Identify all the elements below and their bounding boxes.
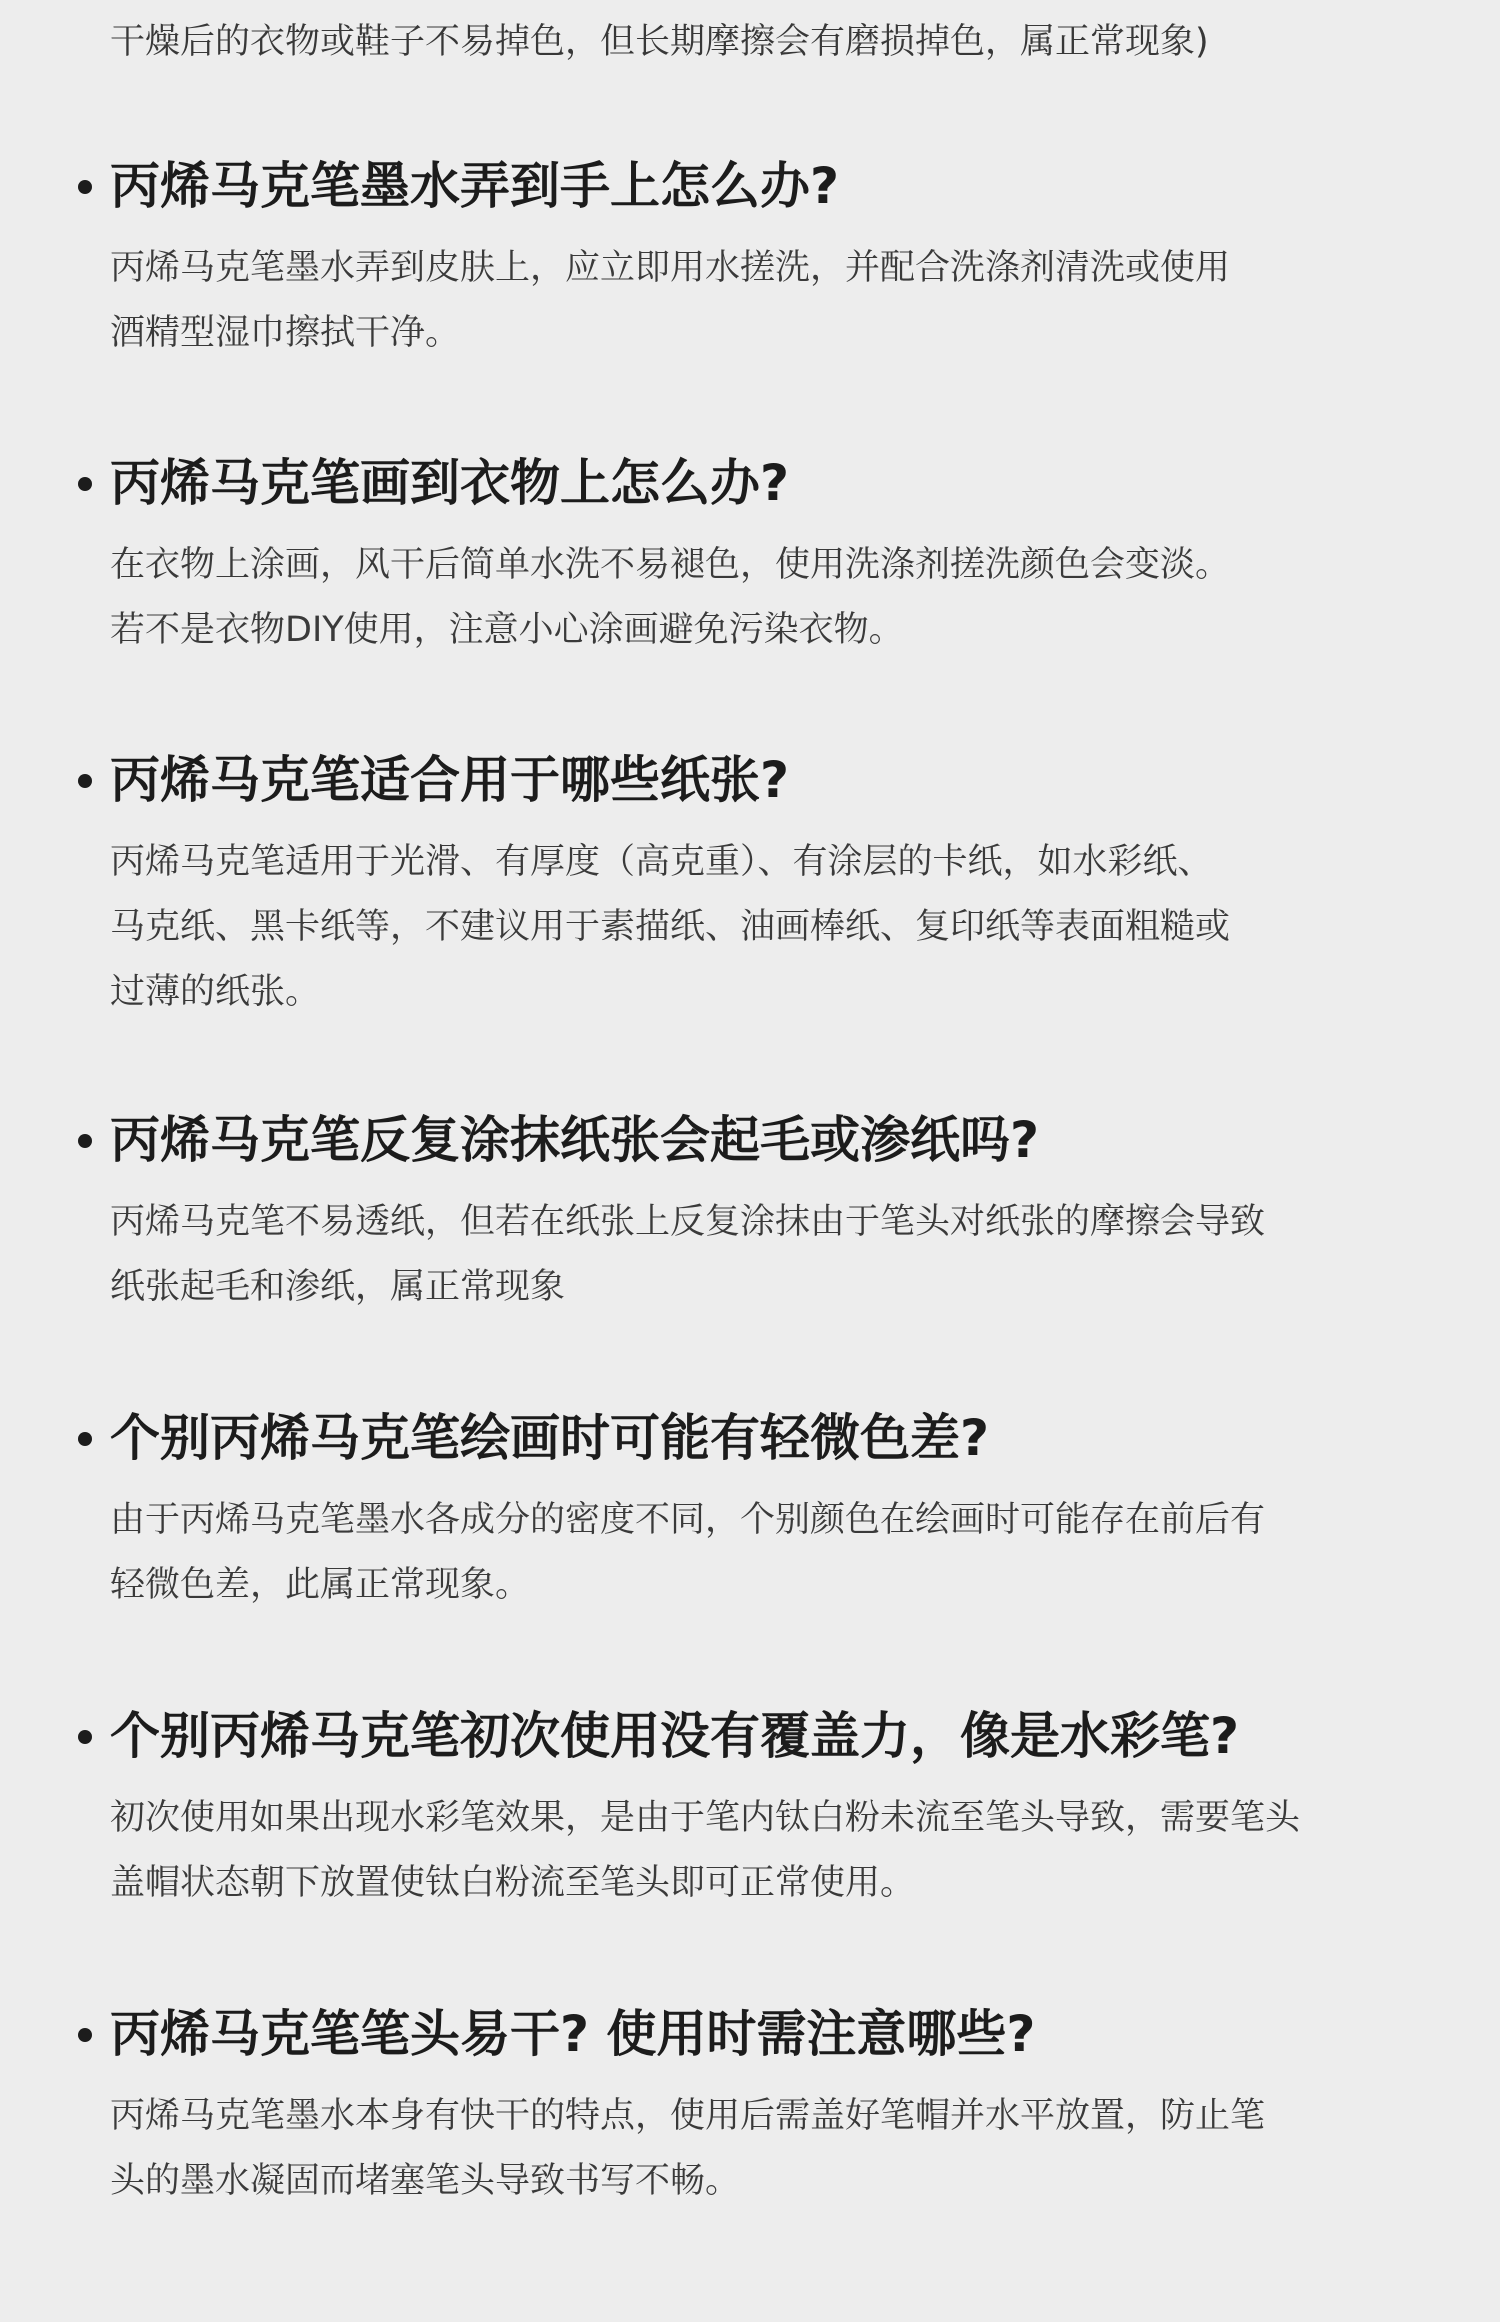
faq-answer-line: 丙烯马克笔墨水弄到皮肤上，应立即用水搓洗，并配合洗涤剂清洗或使用: [110, 248, 1231, 288]
bullet-dot-icon: [78, 1432, 92, 1446]
faq-item: [0, 1398, 1500, 1618]
faq-answer: [110, 2084, 1440, 2214]
faq-question-text: 丙烯马克笔反复涂抹纸张会起毛或渗纸吗?: [110, 1111, 1040, 1169]
faq-answer-line: 轻微色差，此属正常现象。: [110, 1565, 531, 1605]
faq-question: [0, 1994, 1500, 2074]
faq-item: [0, 443, 1500, 663]
faq-item: [0, 1994, 1500, 2214]
faq-question: [0, 443, 1500, 523]
faq-question-text: 丙烯马克笔适合用于哪些纸张?: [110, 751, 790, 809]
faq-answer-line: 由于丙烯马克笔墨水各成分的密度不同，个别颜色在绘画时可能存在前后有: [110, 1500, 1266, 1540]
faq-item: [0, 146, 1500, 366]
faq-answer-line: 酒精型湿巾擦拭干净。: [110, 313, 461, 353]
faq-item: [0, 1696, 1500, 1916]
faq-question: [0, 1100, 1500, 1180]
faq-answer-line: 盖帽状态朝下放置使钛白粉流至笔头即可正常使用。: [110, 1863, 916, 1903]
faq-answer-line: 纸张起毛和渗纸，属正常现象: [110, 1267, 566, 1307]
faq-item: [0, 740, 1500, 1025]
faq-question-text: 丙烯马克笔笔头易干? 使用时需注意哪些?: [110, 2005, 1036, 2063]
faq-question: [0, 1696, 1500, 1776]
faq-question: [0, 740, 1500, 820]
bullet-dot-icon: [78, 1730, 92, 1744]
faq-answer: [110, 1786, 1440, 1916]
faq-answer-line: 头的墨水凝固而堵塞笔头导致书写不畅。: [110, 2161, 741, 2201]
bullet-dot-icon: [78, 2028, 92, 2042]
faq-question-text: 个别丙烯马克笔初次使用没有覆盖力，像是水彩笔?: [110, 1707, 1240, 1765]
faq-answer-line: 初次使用如果出现水彩笔效果，是由于笔内钛白粉未流至笔头导致，需要笔头: [110, 1798, 1301, 1838]
intro-text: 干燥后的衣物或鞋子不易掉色，但长期摩擦会有磨损掉色，属正常现象): [110, 22, 1209, 62]
faq-answer-line: 马克纸、黑卡纸等，不建议用于素描纸、油画棒纸、复印纸等表面粗糙或: [110, 907, 1231, 947]
bullet-dot-icon: [78, 774, 92, 788]
faq-item: [0, 1100, 1500, 1320]
faq-question-text: 丙烯马克笔画到衣物上怎么办?: [110, 454, 790, 512]
faq-answer-line: 在衣物上涂画，风干后简单水洗不易褪色，使用洗涤剂搓洗颜色会变淡。: [110, 545, 1231, 585]
bullet-dot-icon: [78, 1134, 92, 1148]
faq-answer: [110, 1488, 1440, 1618]
faq-question-text: 个别丙烯马克笔绘画时可能有轻微色差?: [110, 1409, 990, 1467]
faq-answer: [110, 1190, 1440, 1320]
bullet-dot-icon: [78, 180, 92, 194]
faq-answer-line: 若不是衣物DIY使用，注意小心涂画避免污染衣物。: [110, 610, 904, 650]
faq-answer-line: 过薄的纸张。: [110, 972, 321, 1012]
faq-answer: [110, 236, 1440, 366]
faq-answer-line: 丙烯马克笔墨水本身有快干的特点，使用后需盖好笔帽并水平放置，防止笔: [110, 2096, 1266, 2136]
faq-question: [0, 146, 1500, 226]
faq-answer-line: 丙烯马克笔适用于光滑、有厚度（高克重）、有涂层的卡纸，如水彩纸、: [110, 842, 1213, 882]
faq-question-text: 丙烯马克笔墨水弄到手上怎么办?: [110, 157, 840, 215]
faq-answer: [110, 533, 1440, 663]
faq-answer: [110, 830, 1440, 1025]
faq-answer-line: 丙烯马克笔不易透纸，但若在纸张上反复涂抹由于笔头对纸张的摩擦会导致: [110, 1202, 1266, 1242]
bullet-dot-icon: [78, 477, 92, 491]
faq-question: [0, 1398, 1500, 1478]
